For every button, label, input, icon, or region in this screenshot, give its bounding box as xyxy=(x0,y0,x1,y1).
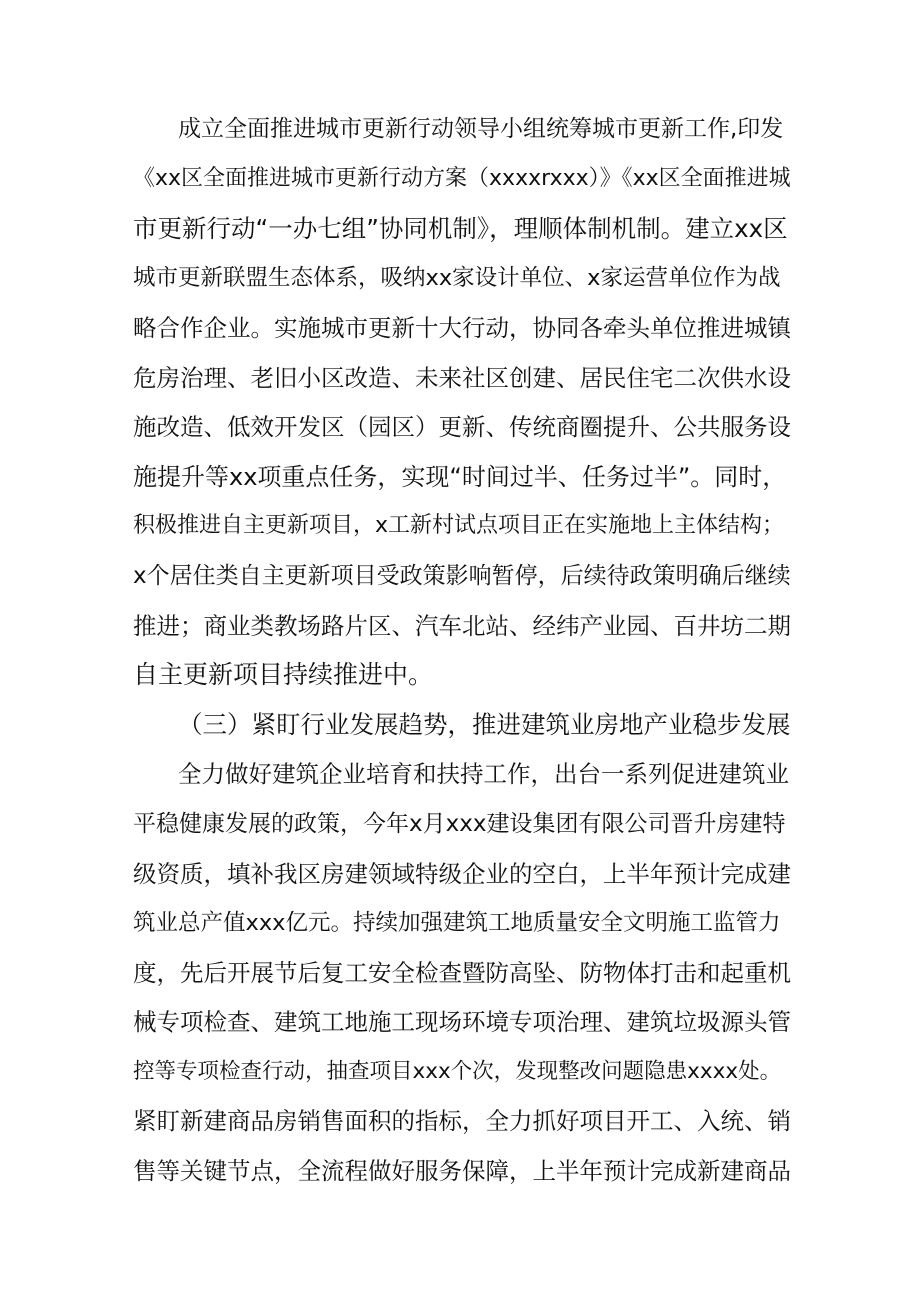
paragraph-2-line: 紧盯新建商品房销售面积的指标，全力抓好项目开工、入统、销 xyxy=(133,1107,791,1135)
paragraph-1-line: 略合作企业。实施城市更新十大行动，协同各牵头单位推进城镇 xyxy=(133,314,791,342)
paragraph-2-line: 级资质，填补我区房建领域特级企业的空白，上半年预计完成建 xyxy=(133,860,791,888)
section-heading: （三）紧盯行业发展趋势，推进建筑业房地产业稳步发展 xyxy=(178,710,791,739)
paragraph-1-line: 危房治理、老旧小区改造、未来社区创建、居民住宅二次供水设 xyxy=(133,364,791,392)
paragraph-2-line: 平稳健康发展的政策，今年x月xxx建设集团有限公司晋升房建特 xyxy=(133,811,786,837)
paragraph-1-line: 施提升等xx项重点任务，实现“时间过半、任务过半”。同时， xyxy=(133,463,787,491)
paragraph-2-line: 控等专项检查行动，抽查项目xxx个次，发现整改问题隐患xxxx处。 xyxy=(133,1059,782,1084)
paragraph-1-line: 施改造、低效开发区（园区）更新、传统商圈提升、公共服务设 xyxy=(133,413,791,441)
paragraph-1-line: 市更新行动“一办七组”协同机制》，理顺体制机制。建立xx区 xyxy=(133,214,788,243)
paragraph-2-line: 筑业总产值xxx亿元。持续加强建筑工地质量安全文明施工监管力 xyxy=(133,910,781,936)
paragraph-1-line: 成立全面推进城市更新行动领导小组统筹城市更新工作,印发 xyxy=(178,116,784,142)
paragraph-2-line: 械专项检查、建筑工地施工现场环境专项治理、建筑垃圾源头管 xyxy=(133,1008,791,1036)
paragraph-2-line: 售等关键节点，全流程做好服务保障，上半年预计完成新建商品 xyxy=(133,1157,791,1185)
paragraph-1-line: 《xx区全面推进城市更新行动方案（xxxxrxxx）》《xx区全面推进城 xyxy=(133,166,791,191)
paragraph-1-line: 积极推进自主更新项目，x工新村试点项目正在实施地上主体结构； xyxy=(133,513,785,538)
paragraph-1-line: 推进；商业类教场路片区、汽车北站、经纬产业园、百井坊二期 xyxy=(133,612,791,640)
paragraph-1-line: x个居住类自主更新项目受政策影响暂停，后续待政策明确后继续 xyxy=(133,563,791,589)
paragraph-2-line: 度，先后开展节后复工安全检查暨防高坠、防物体打击和起重机 xyxy=(133,959,791,987)
paragraph-1-line: 城市更新联盟生态体系，吸纳xx家设计单位、x家运营单位作为战 xyxy=(133,265,781,291)
paragraph-2-line: 全力做好建筑企业培育和扶持工作，出台一系列促进建筑业 xyxy=(178,760,789,788)
paragraph-1-line: 自主更新项目持续推进中。 xyxy=(133,660,434,689)
